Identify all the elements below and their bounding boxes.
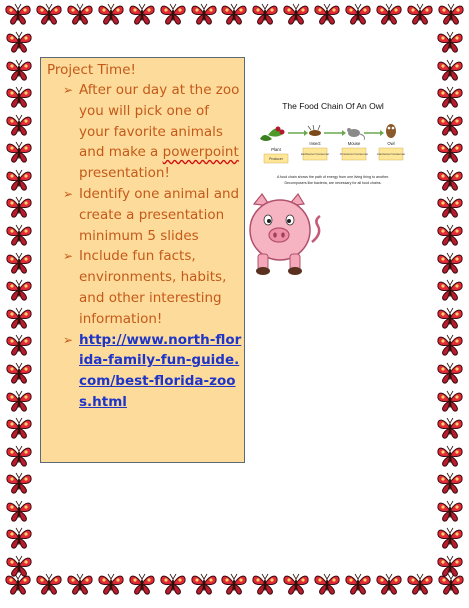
- butterfly-icon: [5, 554, 33, 578]
- butterfly-icon: [5, 140, 33, 164]
- butterfly-border-bottom: [0, 572, 469, 606]
- misspelled-word: powerpoint: [162, 144, 239, 161]
- butterfly-icon: [66, 2, 94, 26]
- butterfly-icon: [436, 526, 464, 550]
- bullet-item: [63, 184, 243, 246]
- project-callout-box: [40, 57, 245, 463]
- butterfly-icon: [282, 572, 310, 596]
- butterfly-icon: [436, 195, 464, 219]
- butterfly-icon: [5, 223, 33, 247]
- butterfly-icon: [5, 444, 33, 468]
- butterfly-icon: [436, 278, 464, 302]
- butterfly-icon: [436, 389, 464, 413]
- butterfly-icon: [436, 168, 464, 192]
- butterfly-icon: [5, 58, 33, 82]
- butterfly-icon: [436, 113, 464, 137]
- butterfly-icon: [5, 416, 33, 440]
- node-name: Insect: [309, 141, 321, 146]
- arrow-bullet-icon: ➢: [63, 83, 74, 97]
- bullet-item: [63, 330, 243, 413]
- butterfly-icon: [5, 389, 33, 413]
- butterfly-icon: [5, 113, 33, 137]
- butterfly-icon: [128, 572, 156, 596]
- butterfly-icon: [436, 140, 464, 164]
- butterfly-icon: [313, 2, 341, 26]
- butterfly-icon: [436, 333, 464, 357]
- butterfly-icon: [344, 572, 372, 596]
- butterfly-icon: [5, 333, 33, 357]
- butterfly-border-top: [0, 2, 469, 36]
- butterfly-icon: [35, 572, 63, 596]
- node-name: Owl: [387, 141, 395, 146]
- callout-title: Project Time!: [47, 62, 136, 78]
- butterfly-icon: [220, 2, 248, 26]
- butterfly-icon: [251, 2, 279, 26]
- butterfly-icon: [437, 2, 465, 26]
- butterfly-icon: [5, 168, 33, 192]
- butterfly-icon: [251, 572, 279, 596]
- butterfly-icon: [5, 251, 33, 275]
- butterfly-icon: [97, 2, 125, 26]
- arrow-bullet-icon: ➢: [63, 332, 74, 347]
- butterfly-icon: [436, 306, 464, 330]
- bullet-text: Include fun facts, environments, habits, and other interesting information!: [79, 248, 227, 327]
- bullet-item: [63, 80, 243, 184]
- butterfly-icon: [190, 572, 218, 596]
- node-name: Plant: [271, 147, 281, 152]
- butterfly-icon: [282, 2, 310, 26]
- food-chain-diagram: [258, 95, 408, 191]
- butterfly-icon: [5, 278, 33, 302]
- butterfly-icon: [436, 361, 464, 385]
- node-role: Omnivore/ Consumer: [339, 152, 369, 156]
- diagram-caption: Decomposers like bacteria, are necessary for all food chains.: [284, 181, 382, 185]
- butterfly-icon: [406, 2, 434, 26]
- butterfly-border-left: [2, 30, 36, 578]
- butterfly-icon: [436, 444, 464, 468]
- butterfly-icon: [190, 2, 218, 26]
- butterfly-icon: [436, 499, 464, 523]
- butterfly-icon: [436, 471, 464, 495]
- butterfly-icon: [5, 85, 33, 109]
- butterfly-icon: [220, 572, 248, 596]
- butterfly-icon: [436, 251, 464, 275]
- butterfly-icon: [97, 572, 125, 596]
- node-name: Mouse: [347, 141, 361, 146]
- arrow-bullet-icon: ➢: [63, 186, 74, 201]
- butterfly-icon: [436, 85, 464, 109]
- bullet-item: [63, 246, 243, 329]
- butterfly-icon: [4, 2, 32, 26]
- butterfly-icon: [66, 572, 94, 596]
- butterfly-icon: [436, 58, 464, 82]
- owl-icon: [386, 124, 396, 138]
- butterfly-icon: [5, 195, 33, 219]
- butterfly-icon: [436, 30, 464, 54]
- energy-arrows: [288, 130, 384, 136]
- zoo-guide-link[interactable]: http://www.north-florida-family-fun-guide.com/best-florida-zoos.html: [79, 331, 242, 410]
- butterfly-border-right: [433, 30, 467, 578]
- butterfly-icon: [35, 2, 63, 26]
- node-role: Producer: [269, 157, 283, 161]
- diagram-caption: A food chain shows the path of energy from one living thing to another.: [276, 175, 390, 179]
- butterfly-icon: [5, 499, 33, 523]
- butterfly-icon: [344, 2, 372, 26]
- butterfly-icon: [436, 416, 464, 440]
- plant-icon: [260, 127, 285, 142]
- node-role: Herbivore/ Consumer: [300, 152, 330, 156]
- butterfly-icon: [5, 306, 33, 330]
- bullet-text: Identify one animal and create a presentation minimum 5 slides: [79, 185, 240, 244]
- diagram-title: The Food Chain Of An Owl: [282, 101, 384, 111]
- butterfly-icon: [128, 2, 156, 26]
- butterfly-icon: [375, 2, 403, 26]
- butterfly-icon: [159, 572, 187, 596]
- bullet-text-end: presentation!: [79, 165, 170, 182]
- insect-icon: [308, 125, 321, 136]
- butterfly-icon: [5, 30, 33, 54]
- butterfly-icon: [406, 572, 434, 596]
- arrow-bullet-icon: ➢: [63, 249, 74, 264]
- butterfly-icon: [375, 572, 403, 596]
- butterfly-icon: [436, 223, 464, 247]
- butterfly-icon: [5, 361, 33, 385]
- bullet-text: After our day at the zoo you will pick one of your favorite animals and make a: [79, 82, 240, 161]
- butterfly-icon: [159, 2, 187, 26]
- butterfly-icon: [5, 526, 33, 550]
- bullet-list: [63, 80, 243, 413]
- pig-clipart-icon: [242, 190, 330, 278]
- butterfly-icon: [313, 572, 341, 596]
- node-role: Carnivore/ Consumer: [376, 152, 406, 156]
- mouse-icon: [347, 128, 365, 140]
- butterfly-icon: [436, 554, 464, 578]
- butterfly-icon: [5, 471, 33, 495]
